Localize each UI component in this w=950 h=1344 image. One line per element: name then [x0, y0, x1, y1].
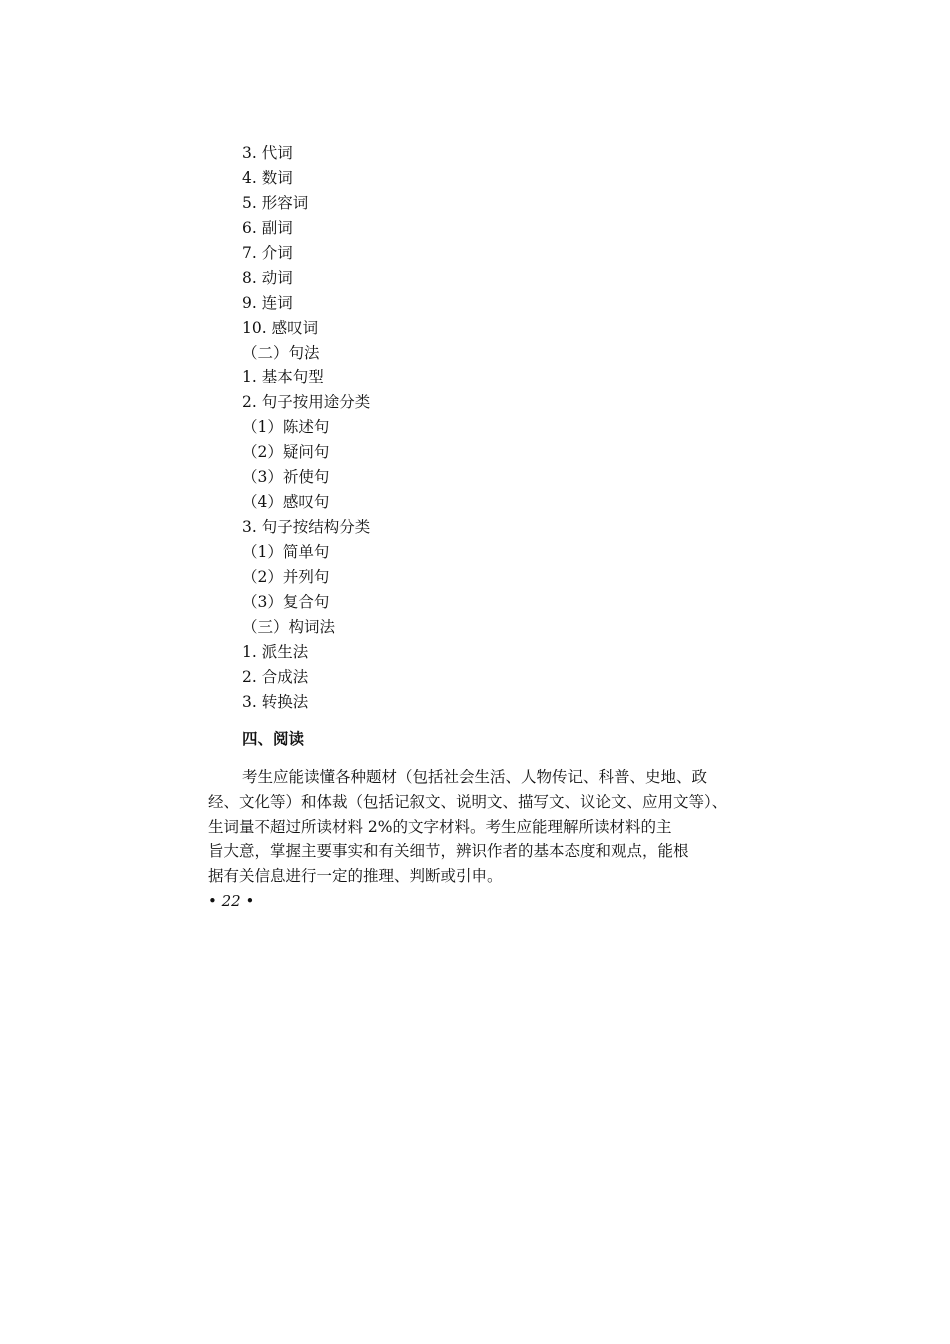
section-heading: 四、阅读 — [242, 729, 305, 748]
outline-item: （2）疑问句 — [242, 443, 330, 462]
paragraph-line: 据有关信息进行一定的推理、判断或引申。 — [208, 867, 503, 886]
outline-item: 2. 句子按用途分类 — [242, 393, 371, 412]
outline-item: 3. 代词 — [242, 144, 293, 162]
outline-item: 4. 数词 — [242, 168, 293, 187]
outline-item: （2）并列句 — [242, 567, 330, 586]
reading-paragraph — [208, 765, 728, 889]
outline-item: （三）构词法 — [242, 617, 336, 636]
outline-item: （1）陈述句 — [242, 418, 330, 437]
paragraph-line: 经、文化等）和体裁（包括记叙文、说明文、描写文、议论文、应用文等）、 — [208, 792, 728, 811]
outline-item: （3）祈使句 — [242, 468, 330, 487]
outline-item: 7. 介词 — [242, 243, 293, 262]
outline-item: 2. 合成法 — [242, 667, 309, 686]
outline-item: （4）感叹句 — [242, 493, 330, 512]
paragraph-line: 考生应能读懂各种题材（包括社会生活、人物传记、科普、史地、政 — [242, 768, 708, 786]
outline-item: 6. 副词 — [242, 218, 293, 237]
paragraph-line: 旨大意，掌握主要事实和有关细节，辨识作者的基本态度和观点，能根 — [208, 842, 689, 861]
outline-item: （3）复合句 — [242, 592, 330, 611]
outline-item: 9. 连词 — [242, 293, 293, 312]
outline-item: （1）简单句 — [242, 543, 330, 561]
outline-item: 1. 派生法 — [242, 642, 309, 661]
page-number: • 22 • — [208, 892, 255, 910]
paragraph-line: 生词量不超过所读材料 2%的文字材料。考生应能理解所读材料的主 — [208, 817, 672, 836]
outline-item: 8. 动词 — [242, 268, 293, 287]
outline-item: 10. 感叹词 — [242, 318, 319, 337]
outline-item: 3. 句子按结构分类 — [242, 518, 371, 537]
outline-item: 1. 基本句型 — [242, 368, 324, 387]
outline-item: 3. 转换法 — [242, 692, 309, 711]
outline-item: 5. 形容词 — [242, 193, 309, 212]
outline-item: （二）句法 — [242, 343, 320, 362]
outline-list — [242, 141, 370, 715]
